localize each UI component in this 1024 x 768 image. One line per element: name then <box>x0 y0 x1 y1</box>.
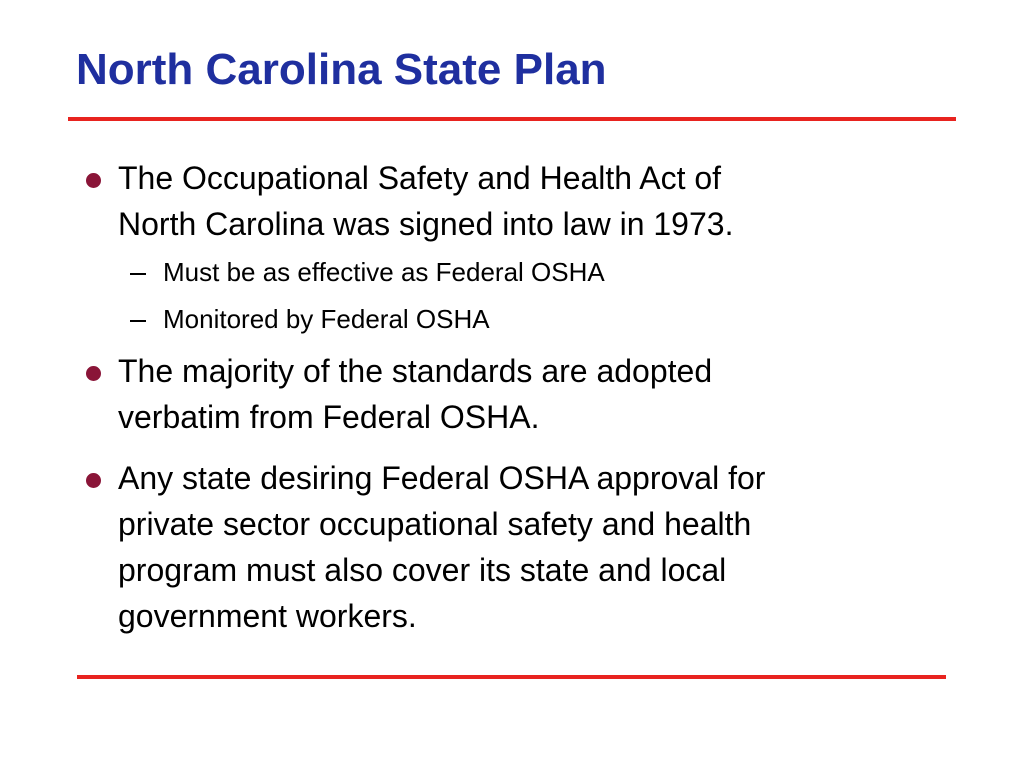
slide-title: North Carolina State Plan <box>76 45 607 94</box>
sub-bullet-item: Monitored by Federal OSHA <box>163 304 490 334</box>
bullet-dot-icon <box>86 473 101 488</box>
bullet-line: government workers. <box>118 598 417 634</box>
bullet-item <box>118 155 948 247</box>
bullet-line: private sector occupational safety and health <box>118 506 752 542</box>
bullet-line: The majority of the standards are adopted <box>118 353 713 389</box>
bullet-line: North Carolina was signed into law in 1973. <box>118 206 734 242</box>
footer-rule <box>77 675 946 679</box>
bullet-line: verbatim from Federal OSHA. <box>118 399 540 435</box>
dash-icon <box>130 273 146 275</box>
bullet-line: program must also cover its state and local <box>118 552 727 588</box>
bullet-dot-icon <box>86 173 101 188</box>
bullet-line: The Occupational Safety and Health Act of <box>118 160 722 196</box>
bullet-dot-icon <box>86 366 101 381</box>
bullet-item <box>118 455 948 639</box>
bullet-line: Any state desiring Federal OSHA approval for <box>118 460 766 496</box>
bullet-item <box>118 348 948 440</box>
dash-icon <box>130 320 146 322</box>
sub-bullet-item: Must be as effective as Federal OSHA <box>163 257 605 287</box>
